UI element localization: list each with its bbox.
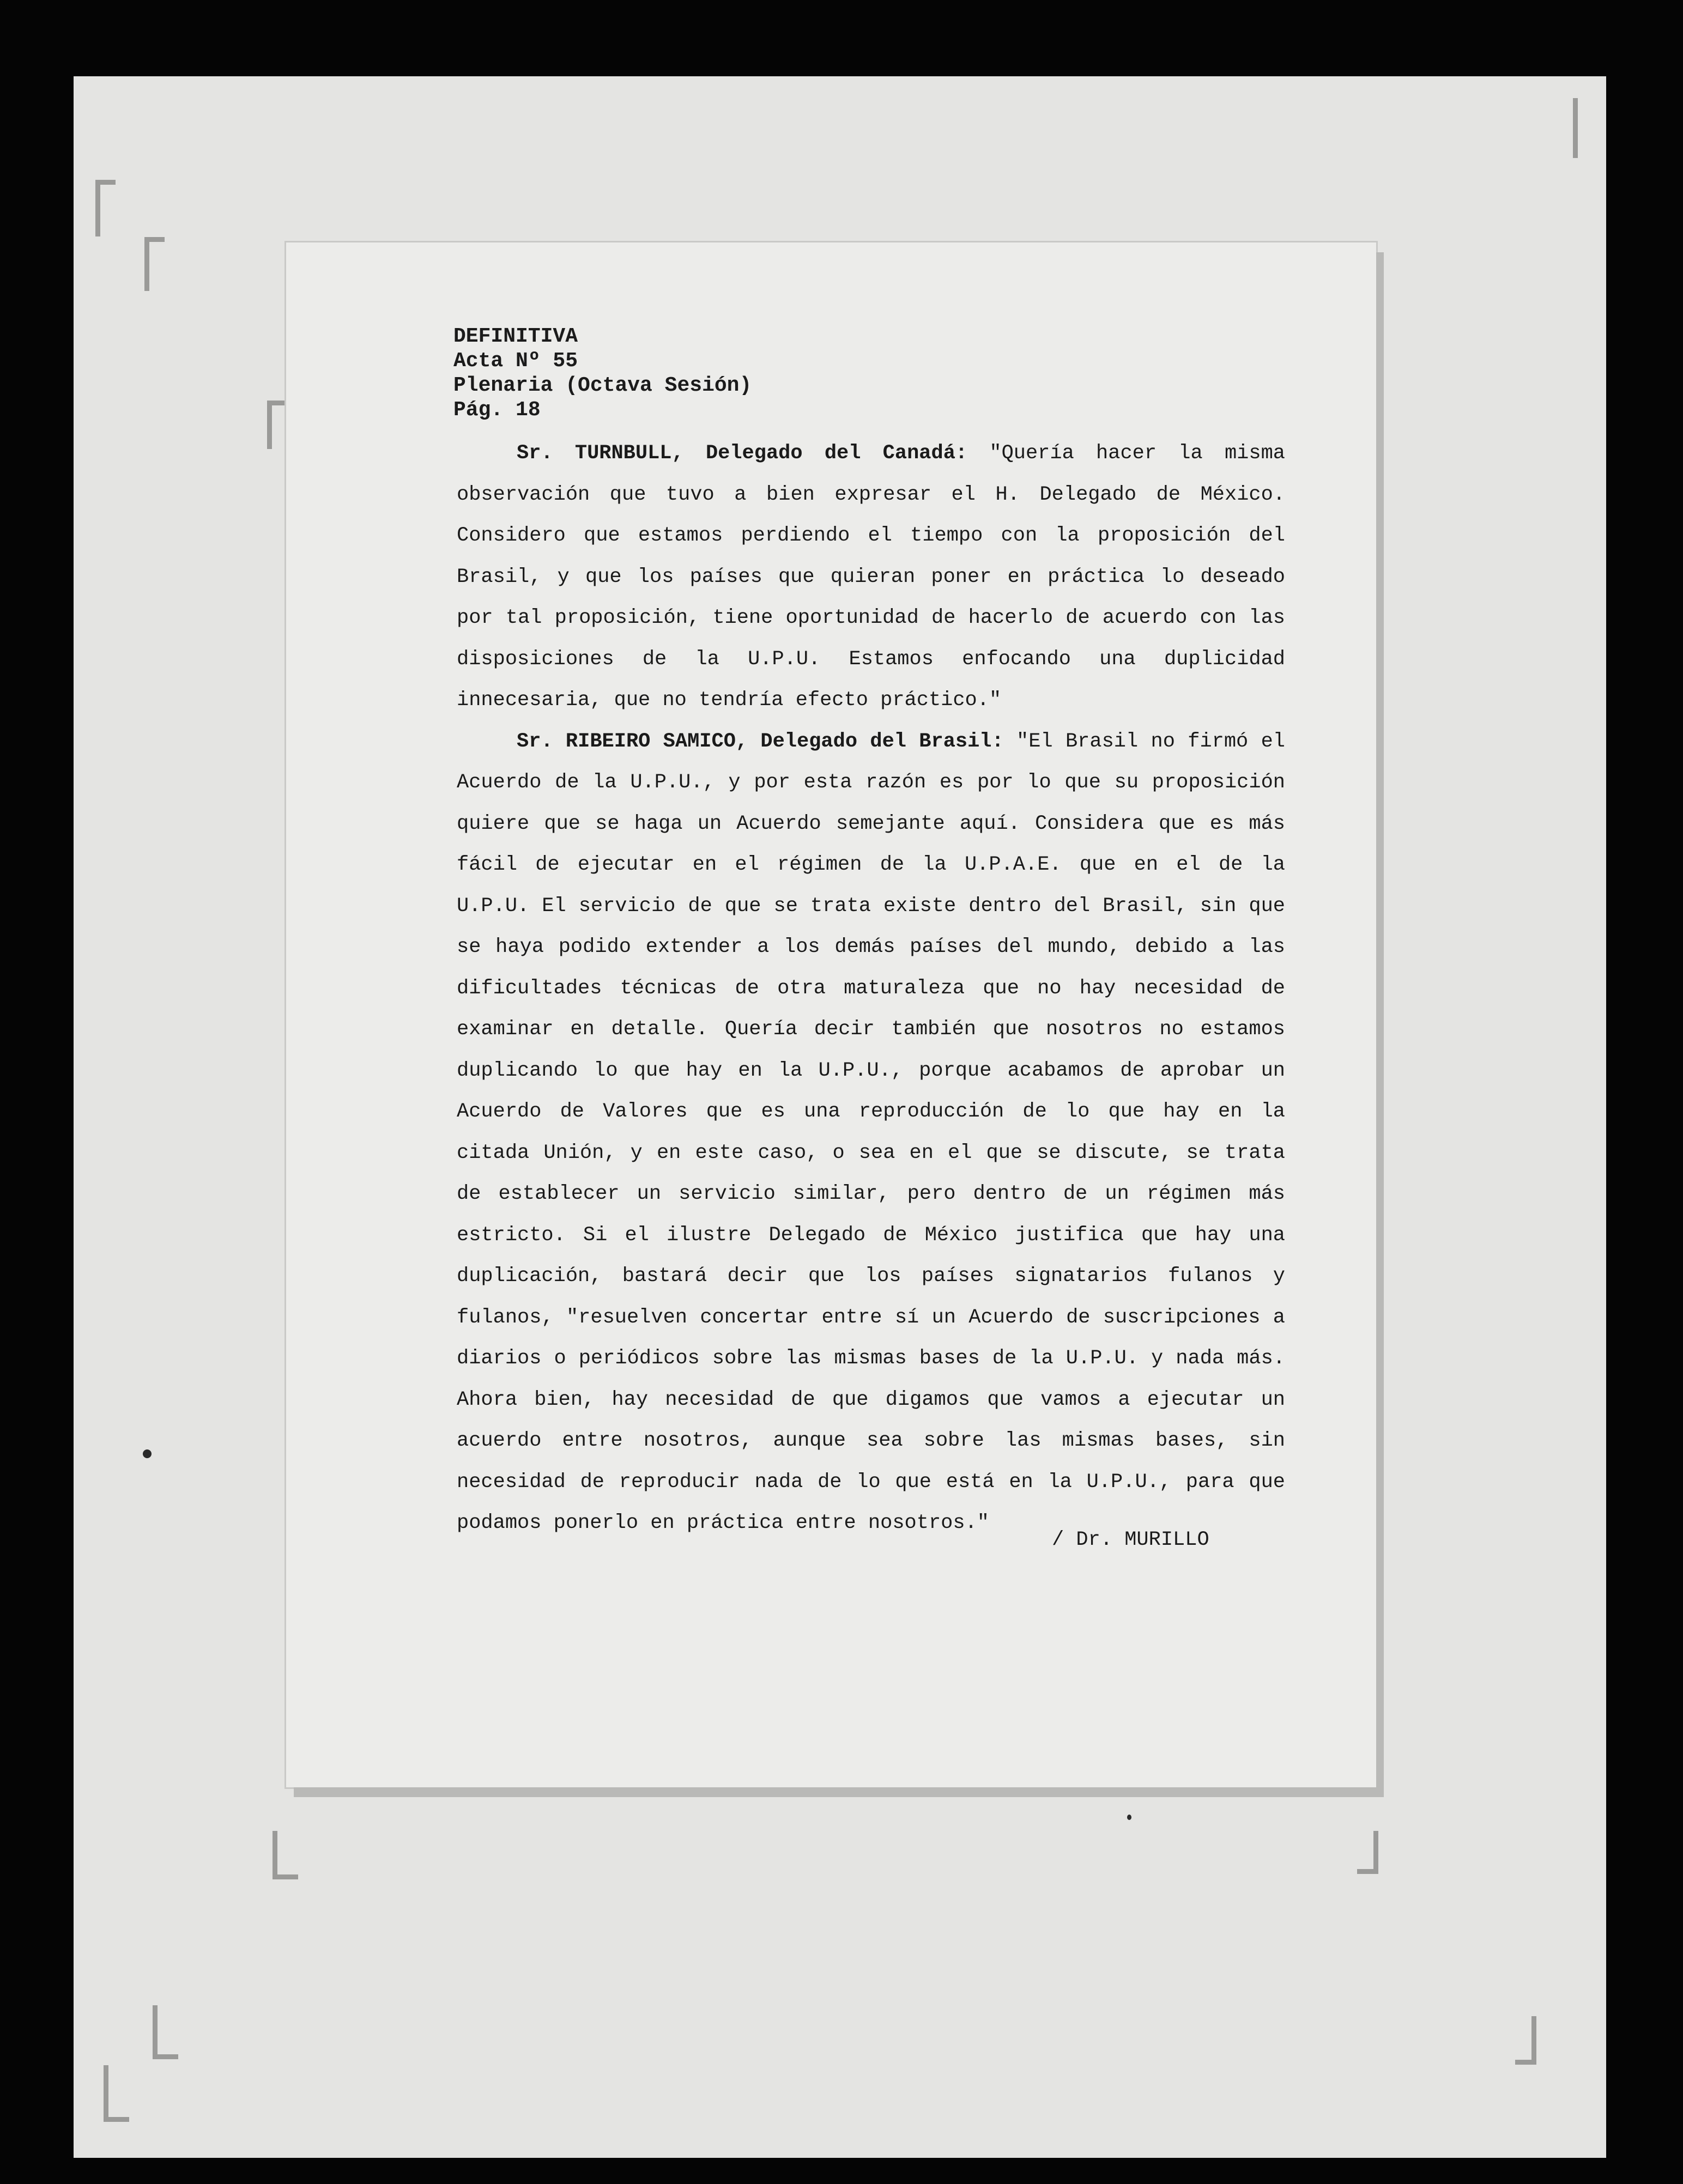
crop-mark	[267, 401, 286, 449]
crop-mark	[144, 237, 165, 291]
speaker-name: Sr. RIBEIRO SAMICO, Delegado del Brasil:	[517, 730, 1004, 753]
crop-mark	[95, 180, 116, 236]
signature: / Dr. MURILLO	[1052, 1528, 1209, 1551]
crop-mark	[273, 1831, 298, 1879]
speaker-name: Sr. TURNBULL, Delegado del Canadá:	[517, 442, 968, 465]
speck	[1127, 1815, 1131, 1820]
crop-mark	[104, 2065, 129, 2122]
crop-mark	[1357, 1831, 1378, 1874]
paragraph-text: "El Brasil no firmó el Acuerdo de la U.P.U., y por esta razón es por lo que su proposición quiere que se haga un Acuerdo semejante aquí. Considera que es más fácil de ejecutar en el régimen de la U.P.A.E. que en el de la U.P.U. El servicio de que se trata existe dentro del Brasil, sin que se haya podido extender a los demás países del mundo, debido a las dificultades técnicas de otra maturaleza que no hay necesidad de examinar en detalle. Quería decir también que nosotros no estamos duplicando lo que hay en la U.P.U., porque acabamos de aprobar un Acuerdo de Valores que es una reproducción de lo que hay en la citada Unión, y en este caso, o sea en el que se discute, se trata de establecer un servicio similar, pero dentro de un régimen más estricto. Si el ilustre Delegado de México justifica que hay una duplicación, bastará decir que los países signatarios fulanos y fulanos, "resuelven concertar entre sí un Acuerdo de suscripciones a diarios o periódicos sobre las mismas bases de la U.P.U. y nada más. Ahora bien, hay necesidad de que digamos que vamos a ejecutar un acuerdo entre nosotros, aunque sea sobre las mismas bases, sin necesidad de reproducir nada de lo que está en la U.P.U., para que podamos ponerlo en práctica entre nosotros."	[457, 730, 1285, 1534]
header-session: Plenaria (Octava Sesión)	[453, 374, 752, 397]
header-page: Pág. 18	[453, 398, 541, 422]
document-header	[453, 324, 752, 422]
paragraph-text: "Quería hacer la misma observación que tuvo a bien expresar el H. Delegado de México. Considero que estamos perdiendo el tiempo con la proposición del Brasil, y que los países que quieran poner en práctica lo deseado por tal proposición, tiene oportunidad de hacerlo de acuerdo con las disposiciones de la U.P.U. Estamos enfocando una duplicidad innecesaria, que no tendría efecto práctico."	[457, 442, 1285, 712]
crop-mark	[1515, 2016, 1536, 2065]
paragraph-ribeiro-samico	[457, 721, 1285, 1544]
crop-mark	[1559, 98, 1578, 158]
paragraph-turnbull	[457, 433, 1285, 721]
header-status: DEFINITIVA	[453, 325, 578, 348]
crop-mark	[153, 2005, 178, 2059]
header-act-number: Acta Nº 55	[453, 349, 578, 373]
document-body	[457, 433, 1285, 1544]
speck	[143, 1449, 152, 1458]
